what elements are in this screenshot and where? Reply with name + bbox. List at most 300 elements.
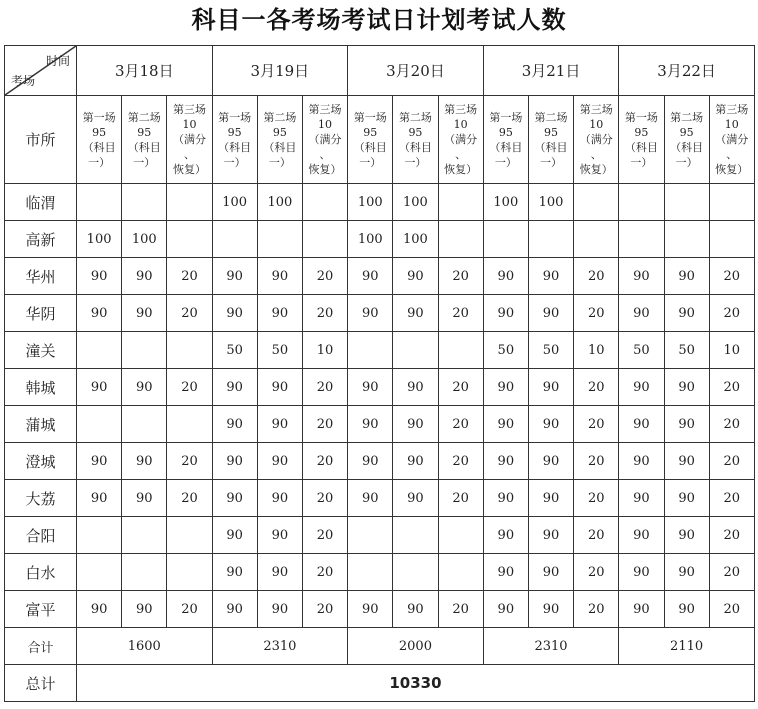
- city-name: 白水: [5, 554, 77, 591]
- count-cell: 90: [212, 517, 257, 554]
- count-cell: [664, 221, 709, 258]
- session-header-line: 第三场: [715, 103, 749, 116]
- session-header-line: （科目: [353, 140, 387, 154]
- count-cell: 90: [664, 517, 709, 554]
- count-cell: 90: [257, 554, 302, 591]
- session-header-line: 95: [634, 125, 649, 139]
- grand-total-label: 总计: [5, 665, 77, 702]
- city-name: 大荔: [5, 480, 77, 517]
- count-cell: [77, 406, 122, 443]
- count-cell: 100: [528, 184, 573, 221]
- session-header: [122, 96, 167, 184]
- city-name: 临渭: [5, 184, 77, 221]
- count-cell: [167, 406, 212, 443]
- session-header-line: 第二场: [127, 110, 161, 124]
- session-header-line: 95: [92, 125, 107, 139]
- count-cell: 20: [438, 406, 483, 443]
- city-name: 富平: [5, 591, 77, 628]
- session-header-line: 第一场: [624, 110, 658, 124]
- count-cell: 100: [393, 184, 438, 221]
- session-header-line: （科目: [489, 140, 523, 154]
- count-cell: 90: [664, 258, 709, 295]
- count-cell: 90: [212, 406, 257, 443]
- count-cell: 20: [302, 369, 347, 406]
- city-name: 澄城: [5, 443, 77, 480]
- count-cell: 90: [257, 480, 302, 517]
- count-cell: 90: [348, 258, 393, 295]
- session-header-line: 95: [679, 125, 694, 139]
- table-row: [5, 480, 755, 517]
- session-header-line: （科目: [263, 140, 297, 154]
- count-cell: 20: [302, 480, 347, 517]
- count-cell: 90: [212, 480, 257, 517]
- session-header-line: 第一场: [489, 110, 523, 124]
- session-header-line: 一）: [404, 155, 427, 169]
- count-cell: 20: [167, 258, 212, 295]
- count-cell: [574, 221, 619, 258]
- count-cell: [348, 517, 393, 554]
- session-header-line: 95: [498, 125, 513, 139]
- city-name: 高新: [5, 221, 77, 258]
- city-name: 蒲城: [5, 406, 77, 443]
- session-header-line: 恢复）: [308, 163, 342, 176]
- session-header-line: 第一场: [218, 110, 252, 124]
- count-cell: 90: [393, 591, 438, 628]
- session-header-line: 第三场: [579, 103, 613, 116]
- count-cell: 20: [438, 591, 483, 628]
- count-cell: 20: [574, 480, 619, 517]
- count-cell: 50: [619, 332, 664, 369]
- count-cell: [122, 332, 167, 369]
- session-header-line: （满分: [715, 133, 749, 146]
- session-header: [709, 96, 754, 184]
- session-header-row: [5, 96, 755, 184]
- session-header-line: 第三场: [444, 103, 478, 116]
- count-cell: 20: [574, 406, 619, 443]
- session-header-line: 第三场: [308, 103, 342, 116]
- count-cell: 90: [619, 554, 664, 591]
- count-cell: 90: [348, 480, 393, 517]
- count-cell: 90: [212, 258, 257, 295]
- count-cell: [438, 332, 483, 369]
- session-header-line: 恢复）: [444, 163, 478, 176]
- count-cell: 20: [709, 591, 754, 628]
- session-header: [574, 96, 619, 184]
- count-cell: [77, 332, 122, 369]
- session-header-line: 一）: [630, 155, 653, 169]
- count-cell: 20: [167, 369, 212, 406]
- count-cell: 90: [528, 406, 573, 443]
- count-cell: [438, 517, 483, 554]
- exam-plan-table: [4, 45, 755, 702]
- session-header-line: 一）: [494, 155, 517, 169]
- count-cell: [438, 554, 483, 591]
- count-cell: [77, 184, 122, 221]
- subtotal-value: 2110: [619, 628, 755, 665]
- session-header: [664, 96, 709, 184]
- date-header: 3月20日: [348, 46, 484, 96]
- session-header-line: （科目: [218, 140, 252, 154]
- session-header-line: 第二场: [534, 110, 568, 124]
- count-cell: [348, 554, 393, 591]
- count-cell: [709, 221, 754, 258]
- count-cell: 20: [574, 295, 619, 332]
- count-cell: [528, 221, 573, 258]
- count-cell: 90: [528, 480, 573, 517]
- count-cell: 10: [302, 332, 347, 369]
- city-name: 华州: [5, 258, 77, 295]
- count-cell: 100: [122, 221, 167, 258]
- count-cell: [348, 332, 393, 369]
- count-cell: 100: [393, 221, 438, 258]
- count-cell: 90: [483, 517, 528, 554]
- count-cell: 90: [619, 369, 664, 406]
- session-header-line: （科目: [398, 140, 432, 154]
- grand-total-row: [5, 665, 755, 702]
- session-header-line: 第二场: [263, 110, 297, 124]
- count-cell: [393, 332, 438, 369]
- session-header-line: 95: [227, 125, 242, 139]
- count-cell: 90: [212, 369, 257, 406]
- count-cell: 90: [528, 517, 573, 554]
- table-body: [5, 184, 755, 628]
- count-cell: [77, 517, 122, 554]
- count-cell: 50: [212, 332, 257, 369]
- count-cell: 20: [574, 258, 619, 295]
- date-header: 3月21日: [483, 46, 619, 96]
- count-cell: 90: [77, 591, 122, 628]
- count-cell: [77, 554, 122, 591]
- count-cell: 90: [393, 406, 438, 443]
- session-header-line: （满分: [579, 133, 613, 146]
- count-cell: 20: [167, 480, 212, 517]
- count-cell: 90: [619, 591, 664, 628]
- count-cell: 90: [619, 443, 664, 480]
- session-header-line: 一）: [223, 155, 246, 169]
- count-cell: 90: [77, 295, 122, 332]
- count-cell: 20: [302, 258, 347, 295]
- count-cell: [619, 184, 664, 221]
- count-cell: 90: [664, 591, 709, 628]
- count-cell: 90: [483, 591, 528, 628]
- count-cell: 90: [212, 554, 257, 591]
- count-cell: 90: [348, 369, 393, 406]
- count-cell: [212, 221, 257, 258]
- count-cell: 20: [167, 591, 212, 628]
- table-row: [5, 332, 755, 369]
- count-cell: 90: [483, 443, 528, 480]
- count-cell: 50: [483, 332, 528, 369]
- count-cell: 20: [709, 554, 754, 591]
- count-cell: 90: [257, 517, 302, 554]
- count-cell: 90: [348, 295, 393, 332]
- count-cell: 90: [122, 258, 167, 295]
- count-cell: 100: [483, 184, 528, 221]
- count-cell: 90: [619, 480, 664, 517]
- count-cell: 90: [664, 295, 709, 332]
- session-header-line: （科目: [670, 140, 704, 154]
- session-header-line: 一）: [133, 155, 156, 169]
- count-cell: 20: [302, 517, 347, 554]
- count-cell: 90: [257, 369, 302, 406]
- count-cell: 90: [122, 369, 167, 406]
- count-cell: 90: [528, 591, 573, 628]
- session-header-line: 恢复）: [172, 163, 206, 176]
- session-header: [257, 96, 302, 184]
- session-header-line: （科目: [82, 140, 116, 154]
- count-cell: 20: [574, 369, 619, 406]
- count-cell: [257, 221, 302, 258]
- table-row: [5, 295, 755, 332]
- count-cell: [393, 517, 438, 554]
- session-header-line: 恢复）: [579, 163, 613, 176]
- count-cell: [302, 184, 347, 221]
- count-cell: 90: [664, 369, 709, 406]
- table-row: [5, 369, 755, 406]
- session-header: [167, 96, 212, 184]
- count-cell: 90: [619, 406, 664, 443]
- count-cell: 20: [709, 295, 754, 332]
- count-cell: 90: [348, 591, 393, 628]
- session-header-line: 10: [453, 118, 468, 131]
- session-header-line: 10: [318, 118, 333, 131]
- count-cell: 90: [528, 295, 573, 332]
- count-cell: 90: [257, 443, 302, 480]
- count-cell: 90: [122, 591, 167, 628]
- count-cell: [664, 184, 709, 221]
- count-cell: [167, 517, 212, 554]
- table-row: [5, 221, 755, 258]
- count-cell: 90: [664, 480, 709, 517]
- session-header: [77, 96, 122, 184]
- count-cell: 20: [574, 554, 619, 591]
- session-header: [483, 96, 528, 184]
- count-cell: 50: [257, 332, 302, 369]
- count-cell: 10: [574, 332, 619, 369]
- count-cell: 10: [709, 332, 754, 369]
- count-cell: 90: [257, 406, 302, 443]
- count-cell: 90: [619, 258, 664, 295]
- table-row: [5, 591, 755, 628]
- session-header-line: 10: [182, 118, 197, 131]
- session-header-line: （科目: [127, 140, 161, 154]
- count-cell: 90: [122, 295, 167, 332]
- session-header-line: 10: [724, 118, 739, 131]
- count-cell: 90: [393, 443, 438, 480]
- session-header-line: 、: [590, 148, 602, 161]
- session-header-line: 、: [319, 148, 331, 161]
- count-cell: 90: [212, 591, 257, 628]
- count-cell: 90: [257, 295, 302, 332]
- count-cell: 90: [77, 258, 122, 295]
- date-header: 3月19日: [212, 46, 348, 96]
- count-cell: 20: [302, 406, 347, 443]
- city-name: 潼关: [5, 332, 77, 369]
- count-cell: [122, 517, 167, 554]
- count-cell: 100: [348, 184, 393, 221]
- session-header-line: （科目: [624, 140, 658, 154]
- date-header-row: [5, 46, 755, 96]
- count-cell: 100: [257, 184, 302, 221]
- session-header-line: 第二场: [398, 110, 432, 124]
- table-row: [5, 443, 755, 480]
- session-header: [348, 96, 393, 184]
- count-cell: 20: [709, 406, 754, 443]
- session-header: [393, 96, 438, 184]
- count-cell: 90: [483, 369, 528, 406]
- count-cell: [438, 221, 483, 258]
- grand-total-value: 10330: [77, 665, 755, 702]
- count-cell: 20: [438, 443, 483, 480]
- session-header-line: 95: [544, 125, 559, 139]
- page-title: 科目一各考场考试日计划考试人数: [191, 6, 567, 34]
- count-cell: 20: [167, 295, 212, 332]
- count-cell: 100: [77, 221, 122, 258]
- count-cell: 90: [393, 480, 438, 517]
- city-name: 韩城: [5, 369, 77, 406]
- session-header: [212, 96, 257, 184]
- subtotal-label: 合计: [5, 628, 77, 665]
- count-cell: 90: [528, 554, 573, 591]
- table-row: [5, 517, 755, 554]
- count-cell: [122, 554, 167, 591]
- count-cell: 20: [438, 369, 483, 406]
- session-header: [302, 96, 347, 184]
- session-header: [619, 96, 664, 184]
- session-header-line: 、: [726, 148, 738, 161]
- count-cell: 90: [77, 369, 122, 406]
- count-cell: [122, 406, 167, 443]
- count-cell: [167, 332, 212, 369]
- session-header-line: 第一场: [82, 110, 116, 124]
- count-cell: 100: [348, 221, 393, 258]
- session-header-line: 、: [183, 148, 195, 161]
- session-header-line: （科目: [534, 140, 568, 154]
- count-cell: [619, 221, 664, 258]
- count-cell: 90: [257, 258, 302, 295]
- count-cell: 90: [393, 295, 438, 332]
- count-cell: [302, 221, 347, 258]
- table-row: [5, 554, 755, 591]
- count-cell: 20: [302, 554, 347, 591]
- count-cell: 20: [574, 443, 619, 480]
- count-cell: 90: [528, 258, 573, 295]
- count-cell: 90: [257, 591, 302, 628]
- count-cell: 20: [709, 443, 754, 480]
- count-cell: [709, 184, 754, 221]
- count-cell: 90: [619, 295, 664, 332]
- count-cell: 90: [664, 443, 709, 480]
- subtotal-value: 2310: [212, 628, 348, 665]
- count-cell: 20: [574, 517, 619, 554]
- count-cell: [483, 221, 528, 258]
- count-cell: 20: [438, 295, 483, 332]
- count-cell: 20: [438, 480, 483, 517]
- count-cell: 50: [664, 332, 709, 369]
- date-header: 3月22日: [619, 46, 755, 96]
- session-header-line: （满分: [444, 133, 478, 146]
- count-cell: 90: [393, 258, 438, 295]
- count-cell: 90: [212, 443, 257, 480]
- session-header-line: 10: [589, 118, 604, 131]
- count-cell: 90: [483, 258, 528, 295]
- session-header-line: 第三场: [172, 103, 206, 116]
- count-cell: 90: [122, 443, 167, 480]
- count-cell: 90: [483, 480, 528, 517]
- date-header: 3月18日: [77, 46, 213, 96]
- count-cell: 90: [77, 443, 122, 480]
- city-name: 合阳: [5, 517, 77, 554]
- session-header-line: 第一场: [353, 110, 387, 124]
- count-cell: [574, 184, 619, 221]
- session-header-line: 第二场: [670, 110, 704, 124]
- session-header-line: （满分: [172, 133, 206, 146]
- corner-venue-label: 考场: [11, 74, 36, 88]
- count-cell: 20: [709, 517, 754, 554]
- count-cell: 90: [393, 369, 438, 406]
- count-cell: 20: [709, 480, 754, 517]
- count-cell: 90: [664, 406, 709, 443]
- subtotal-value: 1600: [77, 628, 213, 665]
- count-cell: 90: [483, 554, 528, 591]
- count-cell: 90: [77, 480, 122, 517]
- count-cell: 20: [302, 443, 347, 480]
- count-cell: 90: [483, 295, 528, 332]
- count-cell: 90: [528, 369, 573, 406]
- city-header: 市所: [5, 96, 77, 184]
- count-cell: 90: [122, 480, 167, 517]
- session-header-line: 95: [272, 125, 287, 139]
- count-cell: [167, 554, 212, 591]
- corner-time-label: 时间: [45, 54, 70, 68]
- count-cell: 90: [483, 406, 528, 443]
- count-cell: 20: [167, 443, 212, 480]
- count-cell: 90: [528, 443, 573, 480]
- count-cell: 20: [302, 591, 347, 628]
- table-row: [5, 406, 755, 443]
- count-cell: 100: [212, 184, 257, 221]
- count-cell: 90: [212, 295, 257, 332]
- subtotal-value: 2000: [348, 628, 484, 665]
- count-cell: 90: [664, 554, 709, 591]
- subtotal-row: [5, 628, 755, 665]
- count-cell: [438, 184, 483, 221]
- subtotal-value: 2310: [483, 628, 619, 665]
- count-cell: 50: [528, 332, 573, 369]
- count-cell: 20: [302, 295, 347, 332]
- session-header-line: 恢复）: [715, 163, 749, 176]
- session-header-line: （满分: [308, 133, 342, 146]
- session-header-line: 一）: [540, 155, 563, 169]
- count-cell: 20: [574, 591, 619, 628]
- table-row: [5, 184, 755, 221]
- session-header: [528, 96, 573, 184]
- city-name: 华阴: [5, 295, 77, 332]
- session-header-line: 一）: [675, 155, 698, 169]
- count-cell: [122, 184, 167, 221]
- count-cell: 20: [709, 258, 754, 295]
- table-row: [5, 258, 755, 295]
- count-cell: 90: [348, 443, 393, 480]
- session-header-line: 一）: [88, 155, 111, 169]
- session-header-line: 95: [363, 125, 378, 139]
- session-header-line: 一）: [268, 155, 291, 169]
- session-header-line: 95: [137, 125, 152, 139]
- count-cell: [167, 184, 212, 221]
- session-header: [438, 96, 483, 184]
- count-cell: [393, 554, 438, 591]
- count-cell: 90: [348, 406, 393, 443]
